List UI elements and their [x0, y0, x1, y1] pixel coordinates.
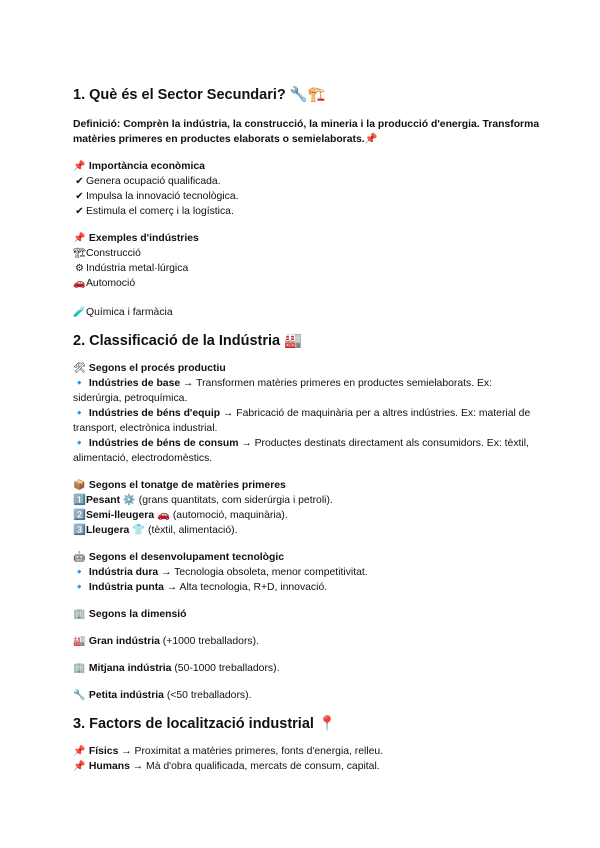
list-item: Estimula el comerç i la logística. [86, 206, 234, 217]
proces-title: Segons el procés productiu [88, 363, 226, 374]
package-icon: 📦 [73, 480, 86, 491]
diamond-icon: 🔹 [73, 408, 86, 419]
diamond-icon: 🔹 [73, 378, 86, 389]
pin-icon: 📌 [73, 161, 86, 172]
check-icon: ✔ [75, 191, 84, 202]
wrench-icon: 🔧 [73, 690, 86, 701]
examples-title: Exemples d'indústries [88, 233, 199, 244]
list-item: 🔧 Petita indústria (<50 treballadors). [73, 690, 252, 701]
number-3-icon: 3️⃣ [73, 525, 86, 536]
list-item: 1️⃣Pesant ⚙️ (grans quantitats, com siderúrgia i petroli). [73, 495, 333, 506]
list-item: 🔹 Indústries de béns d'equip → Fabricació de maquinària per a altres indústries. Ex: material de transport, electrònica industrial. [73, 408, 531, 434]
list-item: Impulsa la innovació tecnològica. [86, 191, 239, 202]
list-item: Genera ocupació qualificada. [86, 176, 221, 187]
robot-icon: 🤖 [73, 552, 86, 563]
diamond-icon: 🔹 [73, 567, 86, 578]
number-2-icon: 2️⃣ [73, 510, 86, 521]
list-item: 🔹 Indústria dura → Tecnologia obsoleta, menor competitivitat. [73, 567, 368, 578]
diamond-icon: 🔹 [73, 582, 86, 593]
factory-icon: 🏭 [73, 636, 86, 647]
list-item: 🏢 Mitjana indústria (50-1000 treballadors). [73, 663, 280, 674]
list-item: Construcció [86, 248, 141, 259]
definition-text: Definició: Comprèn la indústria, la construcció, la mineria i la producció d'energia. Transforma matèries primeres en productes elaborats o semielaborats.📌 [73, 119, 540, 145]
check-icon: ✔ [75, 176, 84, 187]
list-item: 🔹 Indústries de béns de consum → Productes destinats directament als consumidors. Ex: tèxtil, alimentació, electrodomèstics. [73, 438, 529, 464]
number-1-icon: 1️⃣ [73, 495, 86, 506]
check-icon: ✔ [75, 206, 84, 217]
diamond-icon: 🔹 [73, 438, 86, 449]
section-3-title: 3. Factors de localització industrial 📍 [73, 716, 337, 732]
list-item: 📌 Humans → Mà d'obra qualificada, mercats de consum, capital. [73, 761, 380, 772]
importance-title: Importància econòmica [88, 161, 205, 172]
car-icon: 🚗 [73, 278, 86, 289]
gear-icon: ⚙ [75, 263, 84, 274]
construction-icon: 🏗 [73, 248, 86, 259]
office-icon: 🏢 [73, 663, 86, 674]
document-page [73, 86, 543, 774]
pin-icon: 📌 [73, 233, 86, 244]
list-item: Química i farmàcia [86, 307, 173, 318]
section-2-title: 2. Classificació de la Indústria 🏭 [73, 333, 303, 349]
list-item: 3️⃣Lleugera 👕 (tèxtil, alimentació). [73, 525, 238, 536]
list-item: 📌 Físics → Proximitat a matèries primeres, fonts d'energia, relleu. [73, 746, 384, 757]
tonatge-title: Segons el tonatge de matèries primeres [88, 480, 286, 491]
pin-icon: 📌 [73, 761, 86, 772]
list-item: 2️⃣Semi-lleugera 🚗 (automoció, maquinària). [73, 510, 288, 521]
list-item: 🏭 Gran indústria (+1000 treballadors). [73, 636, 259, 647]
pin-icon: 📌 [73, 746, 86, 757]
tec-title: Segons el desenvolupament tecnològic [88, 552, 285, 563]
list-item: 🔹 Indústries de base → Transformen matèries primeres en productes semielaborats. Ex: siderúrgia, petroquímica. [73, 378, 492, 404]
test-tube-icon: 🧪 [73, 307, 86, 318]
section-1-title: 1. Què és el Sector Secundari? 🔧🏗️ [73, 87, 326, 103]
list-item: 🔹 Indústria punta → Alta tecnologia, R+D, innovació. [73, 582, 328, 593]
list-item: Indústria metal·lúrgica [86, 263, 189, 274]
tools-icon: 🛠 [73, 363, 86, 374]
list-item: Automoció [86, 278, 136, 289]
dim-title: Segons la dimensió [88, 609, 187, 620]
office-icon: 🏢 [73, 609, 86, 620]
